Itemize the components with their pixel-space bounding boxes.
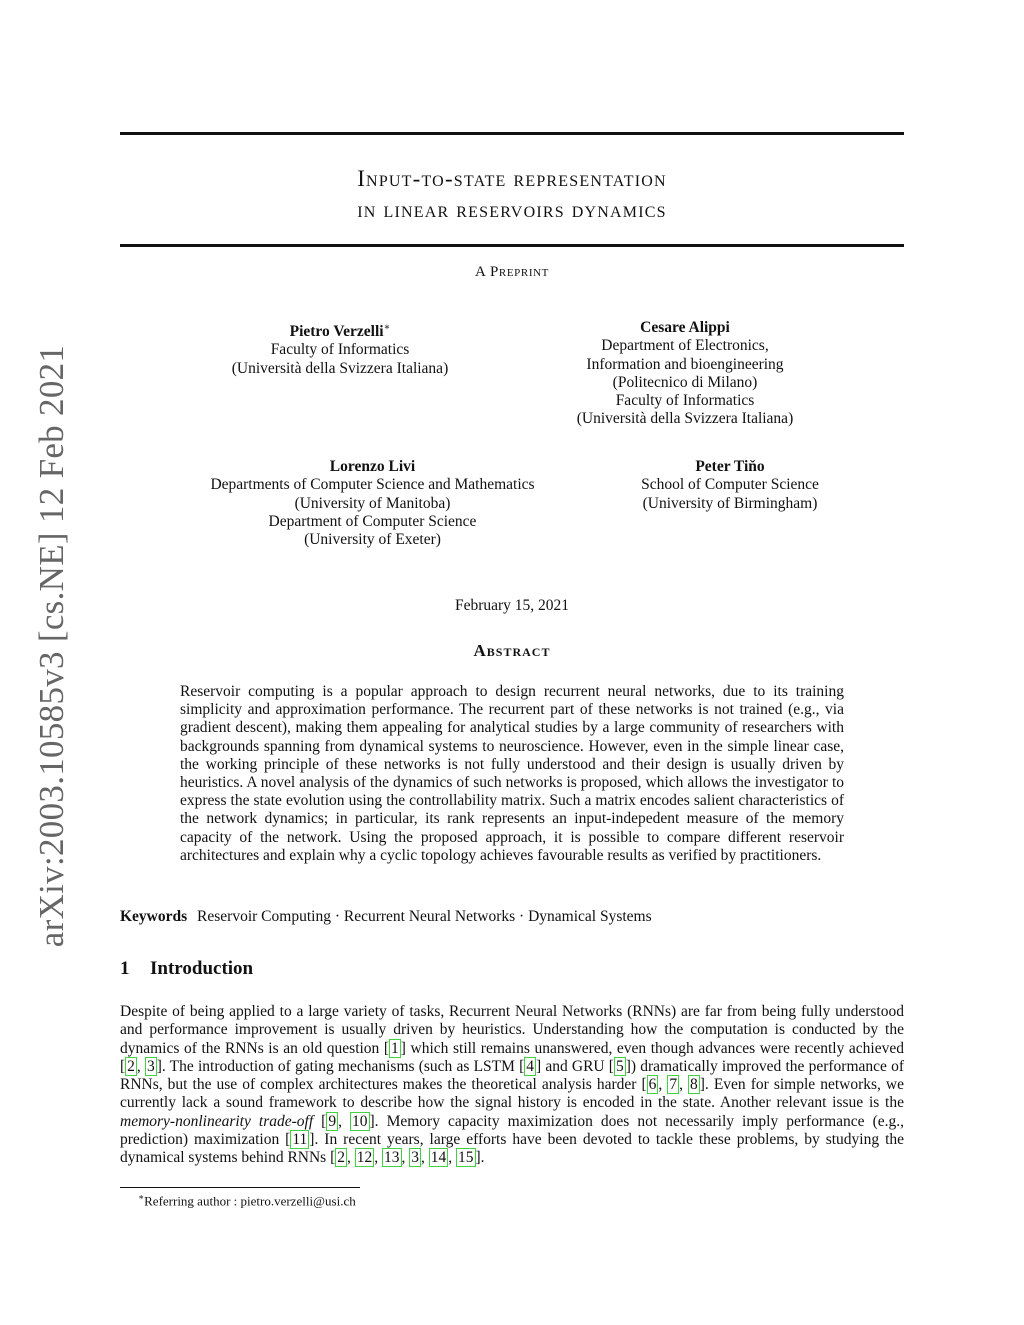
keywords-label: Keywords xyxy=(120,908,188,925)
title-line-1: Input-to-state representation xyxy=(357,166,667,191)
footnote-marker: ∗ xyxy=(383,322,391,333)
keyword-item: Recurrent Neural Networks xyxy=(343,908,516,925)
citation-link[interactable]: 2 xyxy=(337,1149,346,1167)
citation-link[interactable]: 15 xyxy=(458,1149,474,1167)
footnote-marker: ∗ xyxy=(138,1192,145,1202)
citation-link[interactable]: 14 xyxy=(430,1149,447,1167)
body-text-run: , xyxy=(679,1076,688,1094)
section-heading xyxy=(120,958,253,980)
emphasized-term: memory-nonlinearity trade-off xyxy=(120,1112,314,1130)
body-text-run: , xyxy=(658,1076,668,1094)
author-name: Cesare Alippi xyxy=(640,319,730,336)
author-affiliation-line: (University of Birmingham) xyxy=(642,494,818,512)
body-text-run: , xyxy=(374,1149,383,1167)
body-text-run: [ xyxy=(313,1112,327,1130)
author-affiliation-line: Faculty of Informatics xyxy=(615,392,755,410)
body-text-run: , xyxy=(448,1149,457,1167)
author-affiliation-line: (Politecnico di Milano) xyxy=(612,373,758,391)
citation-link[interactable]: 7 xyxy=(669,1076,678,1094)
keyword-separator: · xyxy=(330,908,344,925)
body-text-run: , xyxy=(338,1112,350,1130)
section-title: Introduction xyxy=(150,958,254,979)
citation-link[interactable]: 10 xyxy=(352,1112,368,1130)
body-text-run: , xyxy=(421,1149,429,1167)
citation-link[interactable]: 8 xyxy=(689,1076,698,1094)
body-text-run: , xyxy=(347,1149,355,1167)
footnote-text: Referring author : pietro.verzelli@usi.ch xyxy=(144,1193,356,1209)
abstract-heading: Abstract xyxy=(473,641,551,660)
abstract-text: Reservoir computing is a popular approach to design recurrent neural networks, due to its training simplicity and approximation performance. The recurrent part of these networks is not trained (e.g., via gradient descent), making them appealing for analytical studies by a large community of researchers with backgrounds spanning from dynamical systems to neuroscience. However, even in the simple linear case, the working principle of these networks is not fully understood and their design is usually driven by heuristics. A novel analysis of the dynamics of such networks is proposed, which allows the investigator to express the state evolution using the controllability matrix. Such a matrix encodes salient characteristics of the network dynamics; in particular, its rank represents an input-indepedent measure of the memory capacity of the network. Using the proposed approach, it is possible to compare different reservoir architectures and explain why a cyclic topology achieves favourable results as verified by practitioners. xyxy=(180,683,844,864)
preprint-label: A Preprint xyxy=(475,264,549,280)
body-text-run: Despite of being applied to a large variety of tasks, Recurrent Neural Networks (RNNs) are far from being fully understood and performance improvement is usually driven by heuristics. Understanding how the computation is conducted by the dynamics of the RNNs is an old question [ xyxy=(120,1003,904,1057)
title-line-2: in linear reservoirs dynamics xyxy=(357,197,667,222)
arxiv-identifier-stamp xyxy=(32,344,71,947)
introduction-paragraph xyxy=(120,1003,904,1168)
citation-link[interactable]: 2 xyxy=(127,1057,135,1075)
author-affiliation-line: Information and bioengineering xyxy=(586,355,784,373)
citation-link[interactable]: 9 xyxy=(328,1112,337,1130)
author-name: Lorenzo Livi xyxy=(329,458,416,475)
footnote-rule xyxy=(120,1187,360,1188)
author-name: Peter Tiňo xyxy=(695,458,765,475)
author-affiliation-line: Department of Computer Science xyxy=(268,512,477,530)
title-rule-bottom xyxy=(120,244,904,247)
citation-link[interactable]: 1 xyxy=(391,1039,399,1057)
author-affiliation-line: (Università della Svizzera Italiana) xyxy=(231,359,449,377)
citation-link[interactable]: 5 xyxy=(615,1057,624,1075)
footnote xyxy=(138,1192,356,1209)
keywords-line xyxy=(120,908,904,926)
author-affiliation-line: (University of Exeter) xyxy=(304,531,441,549)
paper-title xyxy=(120,163,904,225)
body-text-run: ] which still remains unanswered, even though advances were recently achieved [ xyxy=(120,1039,904,1075)
arxiv-identifier-text: arXiv:2003.10585v3 [cs.NE] 12 Feb 2021 xyxy=(32,344,71,947)
citation-link[interactable]: 4 xyxy=(526,1057,534,1075)
keyword-separator: · xyxy=(515,908,529,925)
author-affiliation-line: Faculty of Informatics xyxy=(270,341,410,359)
citation-link[interactable]: 3 xyxy=(146,1057,155,1075)
body-text-run: ]) dramatically improved the performance of RNNs, but the use of complex architectures makes the theoretical analysis harder [ xyxy=(120,1057,904,1094)
author-affiliation-line: Departments of Computer Science and Mathematics xyxy=(210,476,535,494)
publication-date: February 15, 2021 xyxy=(454,597,570,614)
keyword-item: Reservoir Computing xyxy=(197,908,331,925)
body-text-run: ]. In recent years, large efforts have been devoted to tackle these problems, by studying the dynamical systems behind RNNs [ xyxy=(120,1131,905,1167)
title-rule-top xyxy=(120,132,904,135)
body-text-run: ] and GRU [ xyxy=(536,1057,614,1075)
citation-link[interactable]: 13 xyxy=(384,1149,400,1167)
body-text-run: , xyxy=(136,1057,145,1075)
citation-link[interactable]: 11 xyxy=(292,1131,308,1149)
citation-link[interactable]: 3 xyxy=(411,1149,420,1167)
author-affiliation-line: Department of Electronics, xyxy=(601,337,769,355)
author-block-1 xyxy=(180,319,500,378)
author-affiliation-line: (University of Manitoba) xyxy=(294,494,451,512)
author-name: Pietro Verzelli∗ xyxy=(289,322,391,341)
author-block-3 xyxy=(180,458,565,549)
body-text-run: ]. Even for simple networks, we currently lack a sound framework to describe how the signal history is encoded in the state. Another relevant issue is the xyxy=(120,1076,905,1112)
author-affiliation-line: School of Computer Science xyxy=(641,476,819,494)
author-block-4 xyxy=(590,458,870,513)
body-text-run: ]. Memory capacity maximization does not necessarily imply performance (e.g., prediction) maximization [ xyxy=(120,1112,905,1149)
author-block-2 xyxy=(545,319,825,429)
citation-link[interactable]: 12 xyxy=(356,1149,373,1167)
body-text-run: ]. The introduction of gating mechanisms (such as LSTM [ xyxy=(156,1057,525,1075)
keyword-item: Dynamical Systems xyxy=(528,908,652,925)
citation-link[interactable]: 6 xyxy=(648,1076,657,1094)
body-text-run: , xyxy=(401,1149,410,1167)
section-number: 1 xyxy=(120,958,130,979)
body-text-run: ]. xyxy=(475,1149,485,1167)
author-affiliation-line: (Università della Svizzera Italiana) xyxy=(576,410,794,428)
